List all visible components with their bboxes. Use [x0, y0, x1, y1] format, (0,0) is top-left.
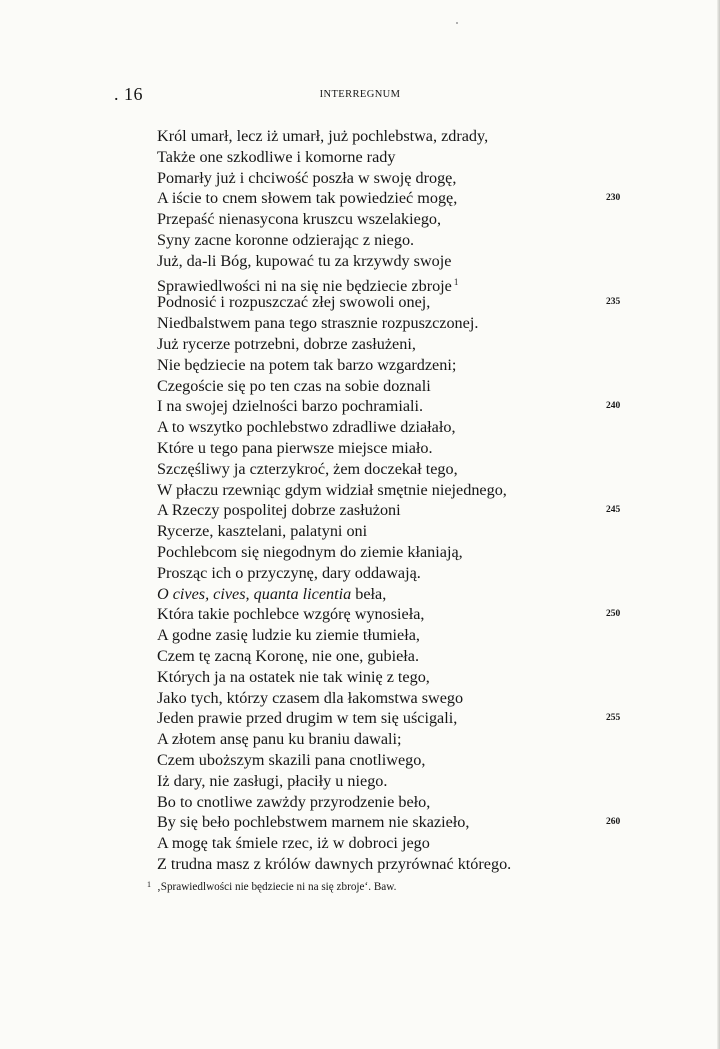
footnote [147, 880, 396, 893]
poem-line-text: Jeden prawie przed drugim w tem się uścigali, [157, 709, 458, 728]
poem-line-text: Pomarły już i chciwość poszła w swoję drogę, [157, 168, 457, 187]
poem-line-text: Prosząc ich o przyczynę, dary oddawają. [157, 563, 421, 582]
poem-line [157, 500, 621, 521]
poem-line-text: Która takie pochlebce wzgórę wynosieła, [157, 605, 425, 624]
latin-phrase: O cives, cives, quanta licentia [157, 584, 352, 603]
poem-line [157, 147, 597, 168]
poem-line-text: Nie będziecie na potem tak barzo wzgardzeni; [157, 355, 457, 374]
poem-line [157, 771, 597, 792]
poem-line-text: Także one szkodliwe i komorne rady [157, 147, 396, 166]
footnote-mark: 1 [147, 880, 151, 889]
poem-line-text: Czem uboższym skazili pana cnotliwego, [157, 750, 426, 769]
poem-line [157, 459, 597, 480]
poem-line [157, 854, 597, 875]
poem-line-text: Z trudna masz z królów dawnych przyrównać którego. [157, 854, 512, 873]
poem-line-text: A to wszytko pochlebstwo zdradliwe działało, [157, 418, 456, 437]
poem-line [157, 313, 597, 334]
poem-line [157, 230, 597, 251]
poem-line-text: beła, [355, 584, 387, 603]
running-title: INTERREGNUM [319, 89, 401, 100]
poem-line-text: Król umarł, lecz iż umarł, już pochlebstwa, zdrady, [157, 127, 489, 145]
poem-line [157, 334, 597, 355]
poem-line [157, 729, 597, 750]
poem-line-text: W płaczu rzewniąc gdym widział smętnie niejednego, [157, 480, 507, 499]
poem-line [157, 438, 597, 459]
poem-line-text: Bo to cnotliwe zawżdy przyrodzenie beło, [157, 792, 431, 811]
poem-line-text: Iż dary, nie zasługi, płaciły u niego. [157, 771, 388, 790]
poem-line-text: I na swojej dzielności barzo pochramiali. [157, 397, 424, 416]
line-number: 260 [606, 817, 621, 828]
footnote-text: ‚Sprawiedlwości nie będziecie ni na się zbroje‘. Baw. [157, 881, 397, 893]
line-number: 240 [606, 401, 621, 412]
poem-line-text: Pochlebcom się niegodnym do ziemie kłaniają, [157, 542, 463, 561]
poem-line [157, 396, 621, 417]
poem-line [157, 708, 621, 729]
poem-line-text: Przepaść nienasycona kruszcu wszelakiego, [157, 210, 442, 229]
poem-text [157, 126, 621, 875]
poem-line [157, 272, 597, 293]
poem-line-text: By się beło pochlebstwem marnem nie skazieło, [157, 813, 470, 832]
poem-line [157, 542, 597, 563]
poem-line-text: Już rycerze potrzebni, dobrze zasłużeni, [157, 334, 416, 353]
poem-line [157, 292, 621, 313]
poem-line-text: Niedbalstwem pana tego strasznie rozpuszczonej. [157, 314, 479, 333]
poem-line [157, 168, 597, 189]
poem-line-text: A godne zasię ludzie ku ziemie tłumieła, [157, 626, 420, 645]
poem-line [157, 792, 597, 813]
page-number: . 16 [114, 84, 143, 104]
footnote-reference: 1 [453, 276, 459, 287]
poem-line [157, 251, 597, 272]
poem-line-text: Syny zacne koronne odzierając z niego. [157, 230, 415, 249]
poem-line-text: A Rzeczy pospolitej dobrze zasłużoni [157, 501, 401, 520]
poem-line [157, 480, 597, 501]
line-number: 250 [606, 609, 621, 620]
poem-line [157, 188, 621, 209]
line-number: 245 [606, 505, 621, 516]
poem-line-text: A złotem ansę panu ku braniu dawali; [157, 730, 402, 749]
poem-line-text: Sprawiedlwości ni na się nie będziecie zbroje [157, 276, 452, 295]
poem-line-text: Rycerze, kasztelani, palatyni oni [157, 522, 368, 541]
poem-line [157, 750, 597, 771]
poem-line [157, 667, 597, 688]
poem-line [157, 521, 597, 542]
poem-line [157, 376, 597, 397]
poem-line [157, 563, 597, 584]
print-speck [456, 22, 458, 24]
poem-line-text: Szczęśliwy ja czterzykroć, żem doczekał tego, [157, 459, 458, 478]
poem-line [157, 812, 621, 833]
poem-line-text: Które u tego pana pierwsze miejsce miało. [157, 438, 433, 457]
poem-line-text: Już, da-li Bóg, kupować tu za krzywdy swoje [157, 251, 452, 270]
poem-line [157, 833, 597, 854]
poem-line [157, 209, 597, 230]
poem-line [157, 355, 597, 376]
poem-line-text: A iście to cnem słowem tak powiedzieć mogę, [157, 189, 458, 208]
poem-line-text: Jako tych, którzy czasem dla łakomstwa swego [157, 688, 464, 707]
poem-line-text: Czegoście się po ten czas na sobie doznali [157, 376, 431, 395]
poem-line [157, 584, 597, 605]
poem-line [157, 646, 597, 667]
poem-line [157, 126, 597, 147]
line-number: 235 [606, 297, 621, 308]
poem-line-text: Podnosić i rozpuszczać złej swowoli onej, [157, 293, 431, 312]
poem-line-text: A mogę tak śmiele rzec, iż w dobroci jego [157, 834, 430, 853]
poem-line [157, 688, 597, 709]
poem-line [157, 417, 597, 438]
line-number: 230 [606, 193, 621, 204]
poem-line-text: Czem tę zacną Koronę, nie one, gubieła. [157, 646, 420, 665]
poem-line-text: Których ja na ostatek nie tak winię z tego, [157, 667, 430, 686]
line-number: 255 [606, 713, 621, 724]
poem-line [157, 604, 621, 625]
poem-line [157, 625, 597, 646]
